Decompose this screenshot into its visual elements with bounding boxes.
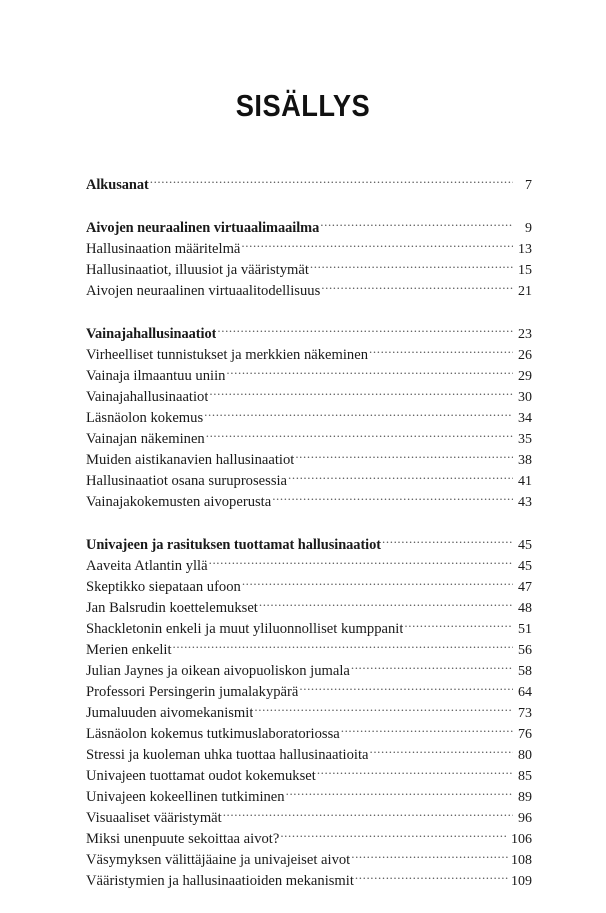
dot-leader [286, 785, 513, 801]
toc-entry-label: Väsymyksen välittäjäaine ja univajeiset aivot [86, 852, 351, 868]
toc-entry-label: Vainajan näkeminen [86, 431, 205, 447]
toc-entry-page-number: 34 [518, 411, 532, 426]
toc-entry-label: Läsnäolon kokemus tutkimuslaboratoriossa [86, 726, 340, 742]
toc-entry-label: Hallusinaatiot, illuusiot ja vääristymät [86, 262, 309, 278]
dot-leader [280, 827, 508, 843]
toc-chapter-row[interactable] [86, 173, 532, 194]
toc-entry-label: Vainajahallusinaatiot [86, 326, 217, 342]
dot-leader [204, 406, 513, 422]
toc-entry-page-number: 64 [518, 685, 532, 700]
toc-entry-label: Professori Persingerin jumalakypärä [86, 684, 299, 700]
toc-entry-label: Miksi unenpuute sekoittaa aivot? [86, 831, 280, 847]
toc-entry-page-number: 73 [518, 706, 532, 721]
toc-entry-page-number: 48 [518, 601, 532, 616]
toc-entry-page-number: 21 [518, 284, 532, 299]
toc-section-row[interactable] [86, 869, 532, 890]
toc-section-row[interactable] [86, 659, 532, 680]
dot-leader [242, 575, 513, 591]
dot-leader [351, 659, 513, 675]
dot-leader [341, 722, 513, 738]
toc-section-row[interactable] [86, 279, 532, 300]
toc-entry-page-number: 23 [518, 327, 532, 342]
toc-entry-page-number: 80 [518, 748, 532, 763]
toc-entry-label: Univajeen ja rasituksen tuottamat hallusinaatiot [86, 537, 382, 553]
toc-section-row[interactable] [86, 806, 532, 827]
toc-entry-page-number: 47 [518, 580, 532, 595]
toc-entry-label: Hallusinaatiot osana suruprosessia [86, 473, 288, 489]
toc-section-row[interactable] [86, 848, 532, 869]
dot-leader [321, 279, 513, 295]
toc-chapter-row[interactable] [86, 322, 532, 343]
toc-entry-label: Stressi ja kuoleman uhka tuottaa hallusinaatioita [86, 747, 369, 763]
toc-entry-page-number: 38 [518, 453, 532, 468]
toc-section-row[interactable] [86, 701, 532, 722]
toc-section-row[interactable] [86, 490, 532, 511]
dot-leader [206, 427, 513, 443]
toc-entry-page-number: 108 [511, 853, 532, 868]
toc-entry-label: Univajeen kokeellinen tutkiminen [86, 789, 285, 805]
dot-leader [310, 258, 513, 274]
dot-leader [254, 701, 513, 717]
toc-entry-label: Julian Jaynes ja oikean aivopuoliskon jumala [86, 663, 350, 679]
toc-section-row[interactable] [86, 617, 532, 638]
dot-leader [217, 322, 513, 338]
dot-leader [223, 806, 513, 822]
toc-entry-page-number: 26 [518, 348, 532, 363]
toc-entry-page-number: 45 [518, 559, 532, 574]
toc-section-row[interactable] [86, 785, 532, 806]
toc-entry-page-number: 35 [518, 432, 532, 447]
toc-section-row[interactable] [86, 722, 532, 743]
toc-entry-label: Virheelliset tunnistukset ja merkkien näkeminen [86, 347, 369, 363]
toc-entry-page-number: 9 [525, 221, 532, 236]
toc-entry-page-number: 85 [518, 769, 532, 784]
dot-leader [320, 216, 513, 232]
toc-section-row[interactable] [86, 680, 532, 701]
dot-leader [272, 490, 513, 506]
dot-leader [317, 764, 513, 780]
table-of-contents [86, 173, 532, 890]
toc-entry-label: Aaveita Atlantin yllä [86, 558, 208, 574]
toc-entry-label: Jumaluuden aivomekanismit [86, 705, 254, 721]
toc-group [86, 322, 532, 511]
dot-leader [173, 638, 513, 654]
toc-section-row[interactable] [86, 237, 532, 258]
toc-entry-label: Vainajakokemusten aivoperusta [86, 494, 272, 510]
toc-entry-page-number: 45 [518, 538, 532, 553]
toc-entry-label: Vainajahallusinaatiot [86, 389, 209, 405]
toc-section-row[interactable] [86, 827, 532, 848]
toc-entry-label: Merien enkelit [86, 642, 172, 658]
toc-entry-label: Aivojen neuraalinen virtuaalimaailma [86, 220, 320, 236]
toc-entry-page-number: 51 [518, 622, 532, 637]
dot-leader [241, 237, 513, 253]
toc-entry-page-number: 30 [518, 390, 532, 405]
toc-entry-label: Jan Balsrudin koettelemukset [86, 600, 258, 616]
toc-section-row[interactable] [86, 575, 532, 596]
toc-entry-label: Aivojen neuraalinen virtuaalitodellisuus [86, 283, 321, 299]
toc-entry-label: Skeptikko siepataan ufoon [86, 579, 241, 595]
toc-section-row[interactable] [86, 469, 532, 490]
toc-entry-page-number: 7 [525, 178, 532, 193]
toc-entry-page-number: 76 [518, 727, 532, 742]
toc-section-row[interactable] [86, 364, 532, 385]
toc-section-row[interactable] [86, 554, 532, 575]
dot-leader [369, 343, 513, 359]
page-title: SISÄLLYS [235, 88, 371, 123]
toc-entry-label: Shackletonin enkeli ja muut yliluonnolliset kumppanit [86, 621, 404, 637]
toc-entry-page-number: 43 [518, 495, 532, 510]
toc-section-row[interactable] [86, 764, 532, 785]
toc-chapter-row[interactable] [86, 533, 532, 554]
toc-entry-page-number: 96 [518, 811, 532, 826]
toc-entry-page-number: 13 [518, 242, 532, 257]
dot-leader [351, 848, 508, 864]
dot-leader [295, 448, 513, 464]
toc-section-row[interactable] [86, 406, 532, 427]
dot-leader [288, 469, 513, 485]
toc-section-row[interactable] [86, 343, 532, 364]
toc-entry-page-number: 41 [518, 474, 532, 489]
dot-leader [355, 869, 508, 885]
toc-entry-page-number: 58 [518, 664, 532, 679]
toc-section-row[interactable] [86, 385, 532, 406]
toc-entry-label: Läsnäolon kokemus [86, 410, 204, 426]
toc-entry-page-number: 109 [511, 874, 532, 889]
toc-section-row[interactable] [86, 638, 532, 659]
toc-section-row[interactable] [86, 448, 532, 469]
toc-entry-label: Univajeen tuottamat oudot kokemukset [86, 768, 316, 784]
toc-section-row[interactable] [86, 743, 532, 764]
toc-entry-page-number: 106 [511, 832, 532, 847]
toc-chapter-row[interactable] [86, 216, 532, 237]
toc-entry-page-number: 89 [518, 790, 532, 805]
toc-entry-label: Muiden aistikanavien hallusinaatiot [86, 452, 295, 468]
dot-leader [382, 533, 513, 549]
toc-section-row[interactable] [86, 596, 532, 617]
dot-leader [150, 173, 513, 189]
dot-leader [226, 364, 513, 380]
dot-leader [299, 680, 513, 696]
toc-entry-page-number: 56 [518, 643, 532, 658]
toc-group [86, 173, 532, 194]
dot-leader [209, 554, 513, 570]
toc-section-row[interactable] [86, 427, 532, 448]
toc-group [86, 216, 532, 300]
toc-group [86, 533, 532, 890]
dot-leader [404, 617, 513, 633]
toc-entry-label: Alkusanat [86, 177, 149, 193]
toc-entry-label: Visuaaliset vääristymät [86, 810, 222, 826]
dot-leader [209, 385, 513, 401]
dot-leader [259, 596, 513, 612]
toc-entry-page-number: 15 [518, 263, 532, 278]
toc-entry-page-number: 29 [518, 369, 532, 384]
toc-section-row[interactable] [86, 258, 532, 279]
dot-leader [369, 743, 513, 759]
toc-entry-label: Vääristymien ja hallusinaatioiden mekanismit [86, 873, 354, 889]
toc-entry-label: Vainaja ilmaantuu uniin [86, 368, 226, 384]
toc-entry-label: Hallusinaation määritelmä [86, 241, 241, 257]
